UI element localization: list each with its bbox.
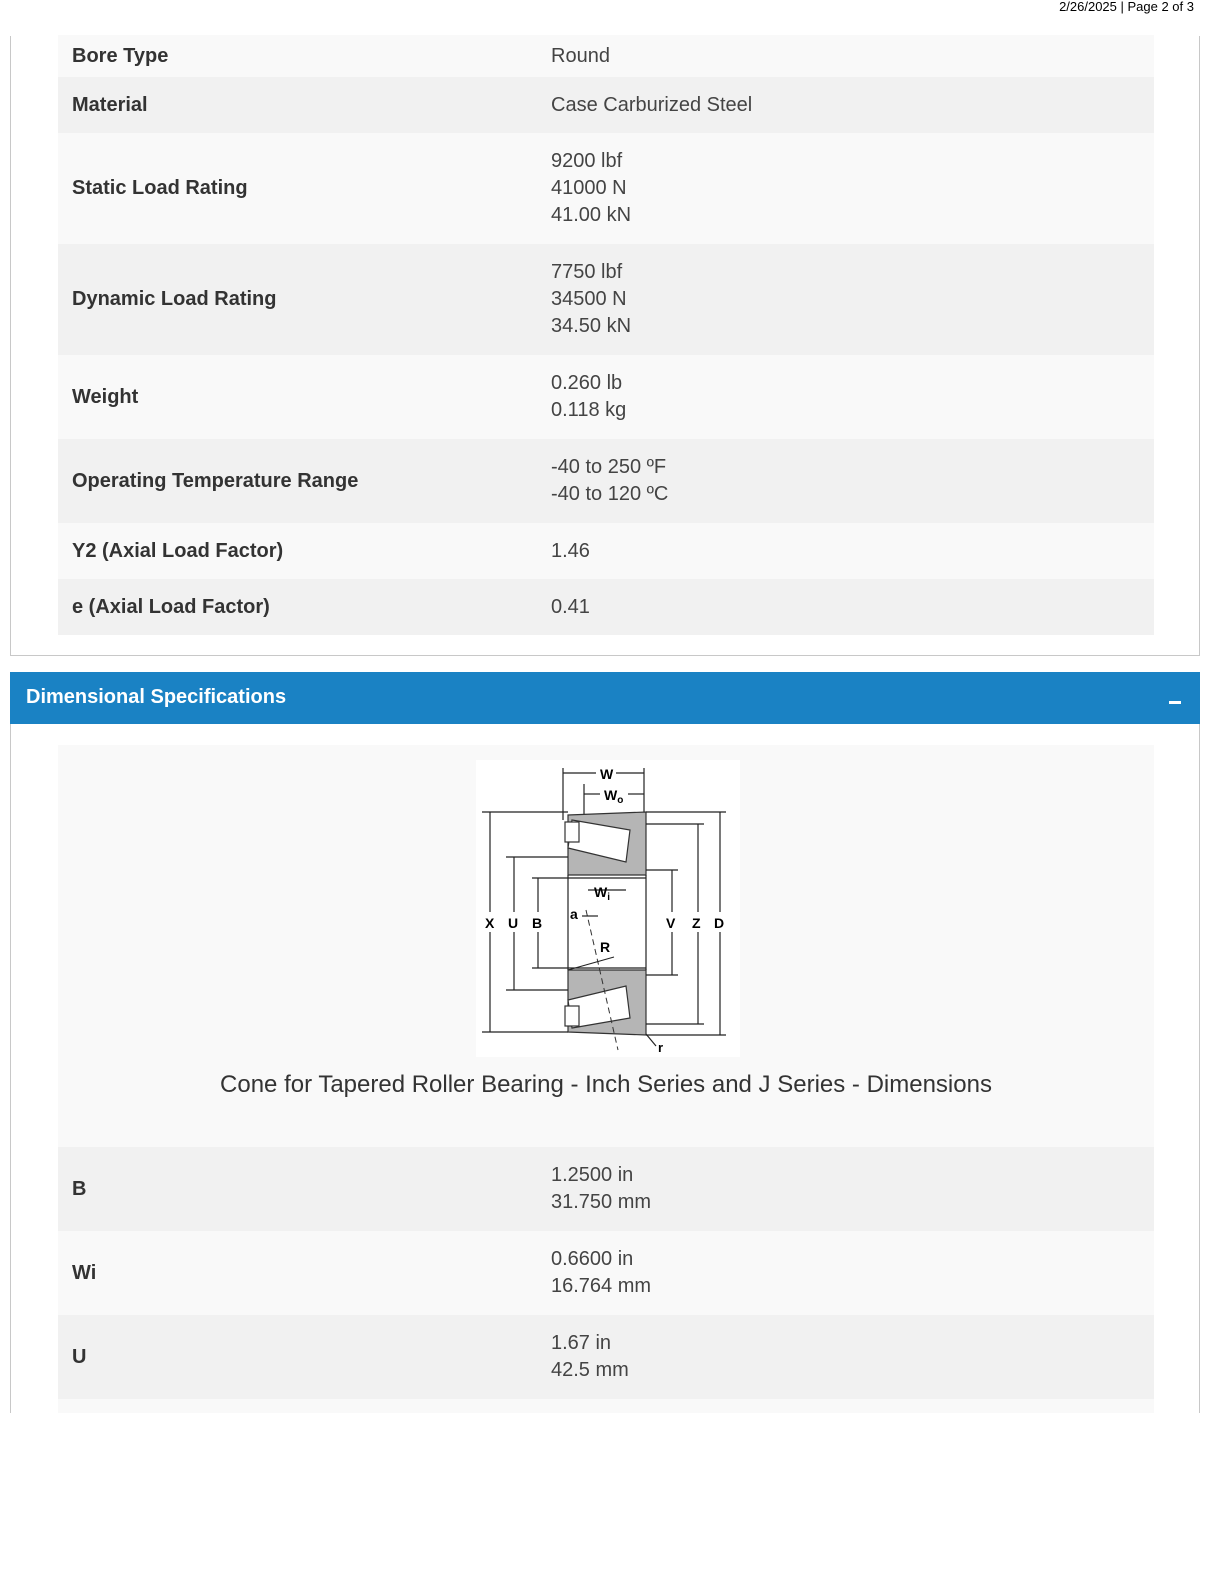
diagram-label: R: [600, 939, 611, 955]
diagram-label: V: [666, 915, 676, 931]
dimensional-specs-table: [58, 1147, 1154, 1413]
spec-label: B: [72, 1177, 87, 1200]
section-title: Dimensional Specifications: [26, 686, 287, 708]
spec-label: Wi: [72, 1261, 97, 1284]
product-specs-panel: [10, 36, 1200, 656]
table-row: [58, 523, 1154, 579]
spec-value: Case Carburized Steel: [551, 93, 753, 116]
collapse-button[interactable]: [1164, 686, 1186, 708]
dimension-figure: [58, 745, 1154, 1147]
spec-label: Dynamic Load Rating: [72, 288, 277, 310]
table-row: [58, 35, 1154, 77]
table-row: [58, 1315, 1154, 1399]
spec-label: Bore Type: [72, 44, 169, 67]
page-header: 2/26/2025 | Page 2 of 3: [1059, 0, 1194, 14]
table-row: [58, 355, 1154, 439]
section-header[interactable]: [10, 672, 1200, 724]
table-row: [58, 439, 1154, 523]
diagram-label: X: [485, 915, 495, 931]
spec-value: -40 to 250 ºF -40 to 120 ºC: [551, 456, 669, 505]
diagram-label: $W_o$: [604, 787, 624, 806]
diagram-label: a: [570, 906, 578, 922]
spec-value: Round: [551, 44, 610, 67]
diagram-label: Z: [692, 915, 701, 931]
table-row: [58, 77, 1154, 133]
diagram-label: D: [714, 915, 725, 931]
spec-label: Material: [72, 93, 148, 116]
spec-label: U: [72, 1345, 87, 1368]
bearing-dimension-diagram: [476, 760, 740, 1057]
diagram-label: $W_i$: [594, 884, 610, 903]
diagram-label: W: [600, 766, 614, 782]
diagram-caption: Cone for Tapered Roller Bearing - Inch Series and J Series - Dimensions: [220, 1071, 992, 1098]
spec-value: 1.2500 in 31.750 mm: [551, 1164, 652, 1213]
table-row: [58, 1231, 1154, 1315]
spec-label: e (Axial Load Factor): [72, 595, 270, 618]
spec-label: Weight: [72, 385, 139, 408]
diagram-label: B: [532, 915, 543, 931]
table-row: [58, 1147, 1154, 1231]
diagram-label: r: [658, 1040, 664, 1055]
dimensional-specs-panel: [10, 672, 1200, 1413]
table-row: [58, 244, 1154, 355]
table-row: [58, 1399, 1154, 1413]
spec-value: 0.6600 in 16.764 mm: [551, 1248, 652, 1297]
product-specs-table: [58, 35, 1154, 635]
spec-value: 0.260 lb 0.118 kg: [551, 372, 627, 421]
spec-value: 1.46: [551, 539, 590, 562]
spec-label: Operating Temperature Range: [72, 469, 359, 492]
spec-value: 9200 lbf 41000 N 41.00 kN: [551, 150, 632, 226]
table-row: [58, 133, 1154, 244]
minus-icon: [1169, 701, 1181, 704]
table-row: [58, 579, 1154, 635]
spec-value: 0.41: [551, 595, 590, 618]
spec-label: Static Load Rating: [72, 177, 248, 199]
spec-value: 1.67 in 42.5 mm: [551, 1332, 629, 1381]
diagram-label: U: [508, 915, 519, 931]
spec-value: 7750 lbf 34500 N 34.50 kN: [551, 261, 632, 337]
spec-label: Y2 (Axial Load Factor): [72, 539, 284, 562]
